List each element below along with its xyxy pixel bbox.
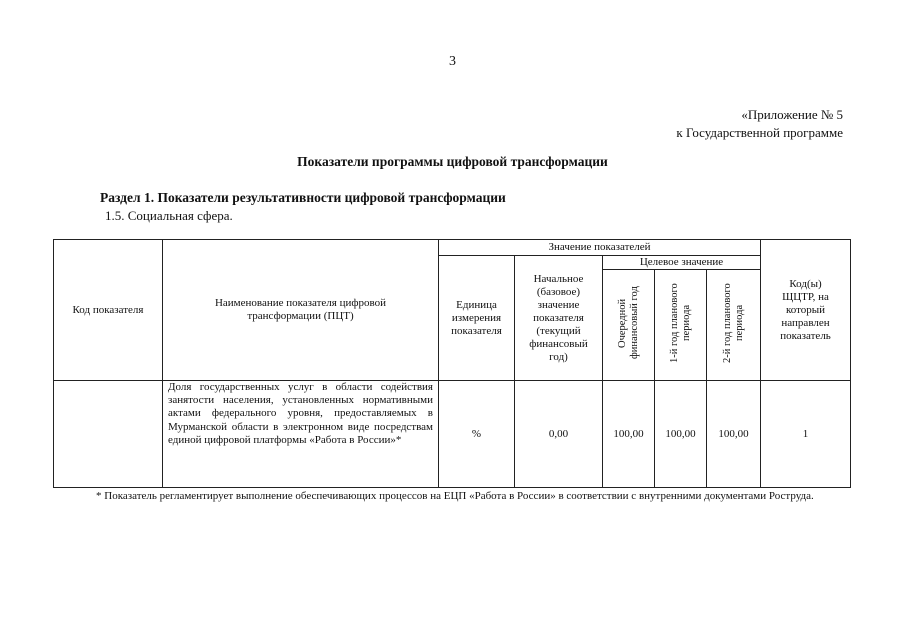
cell-name: Доля государственных услуг в области содействия занятости населения, установленных нормативными актами федерального уровня, предоставляемых в Мурманской области в электронном виде посредствам единой цифровой платформы «Работа в России»* xyxy=(163,381,439,488)
cell-base: 0,00 xyxy=(515,381,603,488)
annex-line-1: «Приложение № 5 xyxy=(741,107,843,122)
header-plan-year-1-text: 1-й год планового периода xyxy=(668,283,692,363)
header-next-year-text: Очередной финансовый год xyxy=(616,286,640,360)
header-plan-year-2 xyxy=(707,270,761,381)
header-base-text: Начальное (базовое) значение показателя (текущий финансовый год) xyxy=(529,272,588,363)
header-goal-codes xyxy=(761,240,851,381)
header-plan-year-1 xyxy=(655,270,707,381)
section-heading: Раздел 1. Показатели результативности цифровой трансформации xyxy=(100,190,506,205)
header-name xyxy=(163,240,439,381)
cell-goal-codes: 1 xyxy=(761,381,851,488)
cell-plan-year-2: 100,00 xyxy=(707,381,761,488)
header-unit-text: Единица измерения показателя xyxy=(451,298,502,337)
header-plan-year-2-text: 2-й год планового периода xyxy=(721,283,745,363)
footnote: * Показатель регламентирует выполнение обеспечивающих процессов на ЕЦП «Работа в России» в соответствии с внутренними документами Роструда. xyxy=(96,490,814,502)
subsection-heading: 1.5. Социальная сфера. xyxy=(105,208,233,223)
header-next-year xyxy=(603,270,655,381)
header-base xyxy=(515,256,603,381)
header-target-group: Целевое значение xyxy=(603,256,761,270)
cell-code xyxy=(54,381,163,488)
page-number: 3 xyxy=(449,54,456,69)
table-row xyxy=(54,381,851,488)
header-unit xyxy=(439,256,515,381)
document-title: Показатели программы цифровой трансформации xyxy=(297,154,608,169)
cell-plan-year-1: 100,00 xyxy=(655,381,707,488)
header-goal-codes-text: Код(ы) ЩЦТР, на который направлен показатель xyxy=(780,277,831,342)
indicators-table xyxy=(53,239,851,488)
header-name-text: Наименование показателя цифровой трансформации (ПЦТ) xyxy=(214,297,387,322)
annex-reference xyxy=(676,106,843,142)
header-code: Код показателя xyxy=(54,240,163,381)
cell-next-year: 100,00 xyxy=(603,381,655,488)
header-values-group: Значение показателей xyxy=(439,240,761,256)
annex-line-2: к Государственной программе xyxy=(676,125,843,140)
cell-unit: % xyxy=(439,381,515,488)
